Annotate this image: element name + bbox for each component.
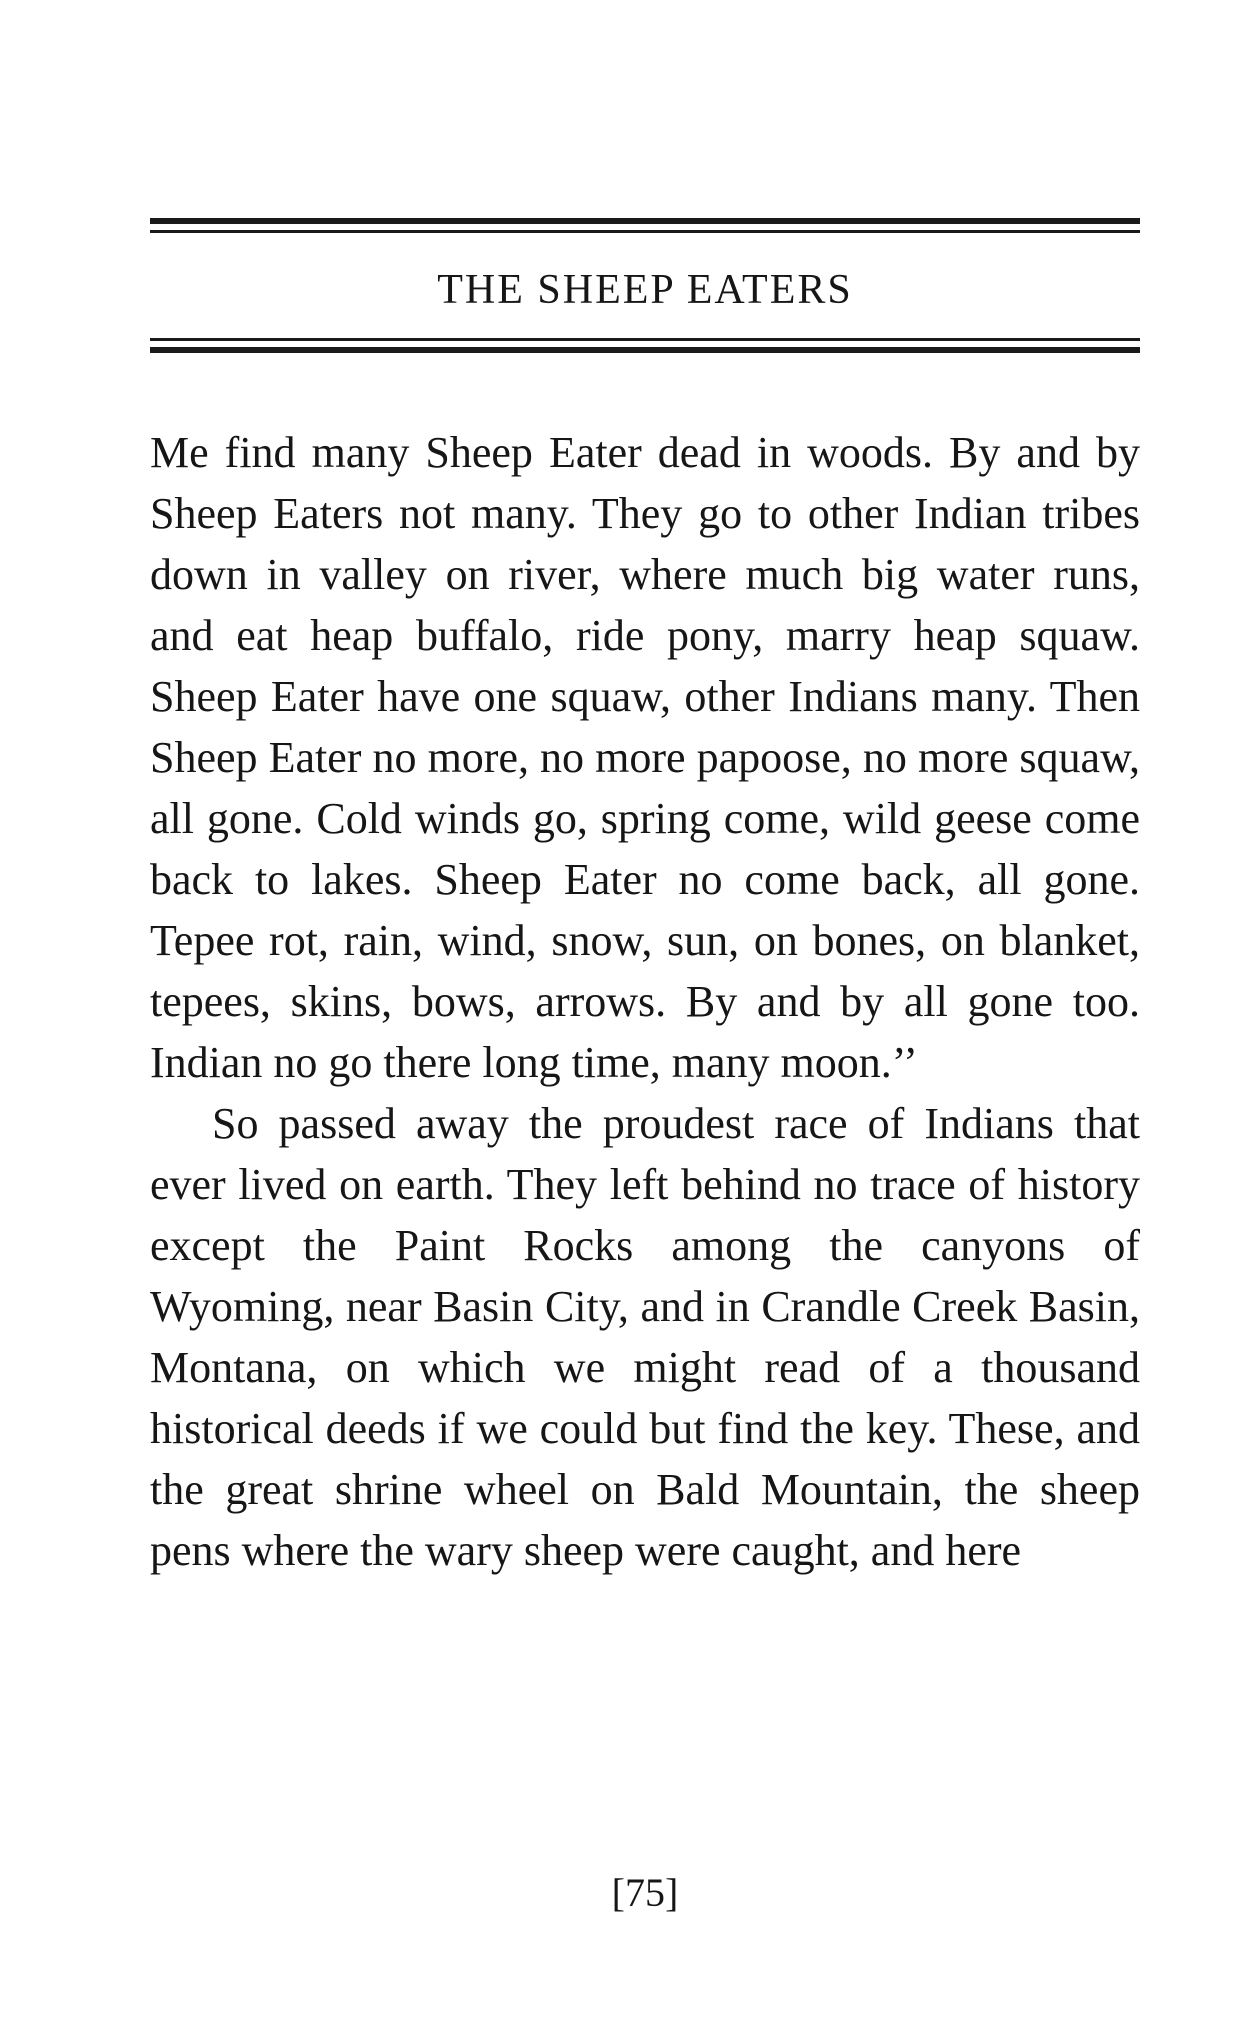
thin-rule [150,338,1140,341]
body-text [150,422,1140,1581]
header-top-rule [150,218,1140,233]
header-bottom-rule [150,338,1140,353]
running-head: THE SHEEP EATERS [437,267,853,313]
paragraph: So passed away the proudest race of Indians that ever lived on earth. They left behind no trace of history except the Paint Rocks among the canyons of Wyoming, near Basin City, and in Crandle Creek Basin, Montana, on which we might read of a thousand historical deeds if we could but find the key. These, and the great shrine wheel on Bald Mountain, the sheep pens where the wary sheep were caught, and here [150,1099,1140,1575]
thin-rule [150,230,1140,233]
paragraph: Me find many Sheep Eater dead in woods. By and by Sheep Eaters not many. They go to other Indian tribes down in valley on river, where much big water runs, and eat heap buffalo, ride pony, marry heap squaw. Sheep Eater have one squaw, other Indians many. Then Sheep Eater no more, no more papoose, no more squaw, all gone. Cold winds go, spring come, wild geese come back to lakes. Sheep Eater no come back, all gone. Tepee rot, rain, wind, snow, sun, on bones, on blanket, tepees, skins, bows, arrows. By and by all gone too. Indian no go there long time, many moon.’’ [150,428,1140,1087]
thick-rule [150,347,1140,353]
page-number: [75] [611,1870,679,1915]
thick-rule [150,218,1140,224]
